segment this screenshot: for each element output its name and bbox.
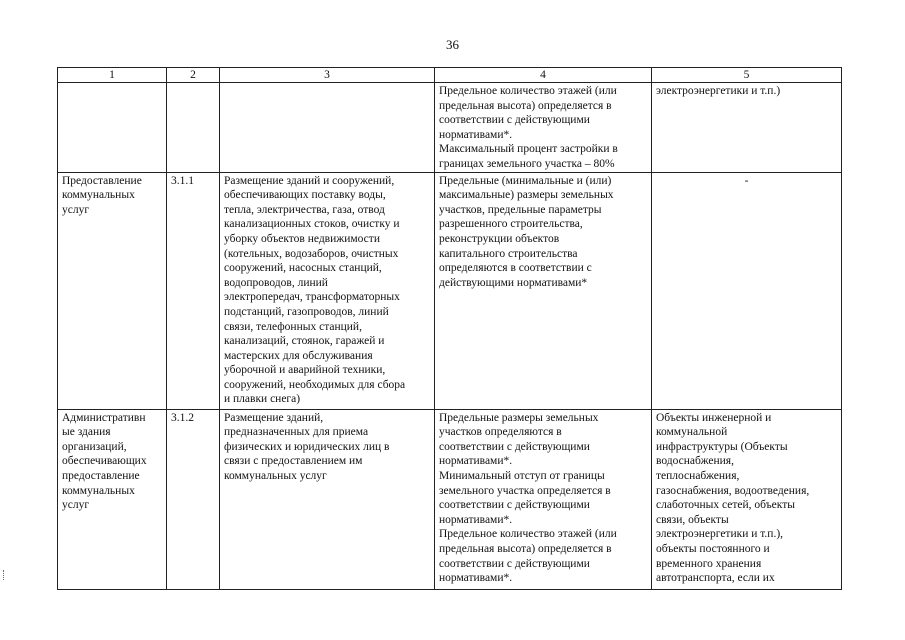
table-row bbox=[58, 409, 842, 589]
restrictions-cell: - bbox=[652, 172, 842, 409]
scan-edge-mark bbox=[3, 570, 8, 580]
zoning-table bbox=[57, 67, 842, 590]
land-use-name-cell: Административн ые здания организаций, обеспечивающих предоставление коммунальных услуг bbox=[58, 409, 167, 589]
column-header-2: 2 bbox=[167, 68, 220, 83]
land-use-code-cell: 3.1.2 bbox=[167, 409, 220, 589]
land-use-description-cell: Размещение зданий и сооружений, обеспечивающих поставку воды, тепла, электричества, газа, отвод канализационных стоков, очистку и уборку объектов недвижимости (котельных, водозаборов, очистных сооружений, насосных станций, водопроводов, линий электропередач, трансформаторных подстанций, газопроводов, линий связи, телефонных станций, канализаций, стоянок, гаражей и мастерских для обслуживания уборочной и аварийной техники, сооружений, необходимых для сбора и плавки снега) bbox=[220, 172, 435, 409]
restrictions-cell: электроэнергетики и т.п.) bbox=[652, 83, 842, 173]
building-parameters-cell: Предельные (минимальные и (или) максимальные) размеры земельных участков, предельные параметры разрешенного строительства, реконструкции объектов капитального строительства определяются в соответствии с действующими нормативами* bbox=[435, 172, 652, 409]
land-use-name-cell bbox=[58, 83, 167, 173]
column-header-5: 5 bbox=[652, 68, 842, 83]
land-use-name-cell: Предоставление коммунальных услуг bbox=[58, 172, 167, 409]
restrictions-cell: Объекты инженерной и коммунальной инфраструктуры (Объекты водоснабжения, теплоснабжения, газоснабжения, водоотведения, слаботочных сетей, объекты связи, объекты электроэнергетики и т.п.), объекты постоянного и временного хранения автотранспорта, если их bbox=[652, 409, 842, 589]
page-number: 36 bbox=[446, 37, 459, 52]
table-row bbox=[58, 83, 842, 173]
building-parameters-cell: Предельные размеры земельных участков определяются в соответствии с действующими нормативами*. Минимальный отступ от границы земельного участка определяется в соответствии с действующими нормативами*. Предельное количество этажей (или предельная высота) определяется в соответствии с действующими нормативами*. bbox=[435, 409, 652, 589]
column-header-1: 1 bbox=[58, 68, 167, 83]
land-use-description-cell bbox=[220, 83, 435, 173]
header-row bbox=[58, 68, 842, 83]
building-parameters-cell: Предельное количество этажей (или предельная высота) определяется в соответствии с действующими нормативами*. Максимальный процент застройки в границах земельного участка – 80% bbox=[435, 83, 652, 173]
table-row bbox=[58, 172, 842, 409]
land-use-code-cell: 3.1.1 bbox=[167, 172, 220, 409]
land-use-code-cell bbox=[167, 83, 220, 173]
column-header-4: 4 bbox=[435, 68, 652, 83]
column-header-3: 3 bbox=[220, 68, 435, 83]
land-use-description-cell: Размещение зданий, предназначенных для приема физических и юридических лиц в связи с предоставлением им коммунальных услуг bbox=[220, 409, 435, 589]
